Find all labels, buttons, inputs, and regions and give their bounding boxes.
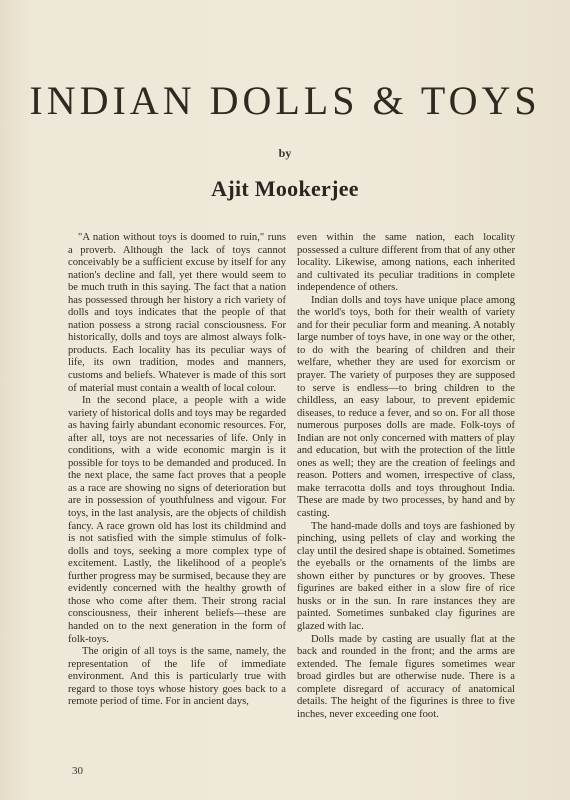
page-number: 30 xyxy=(72,765,83,777)
paragraph: even within the same nation, each locality possessed a culture different from that of any other locality. Likewise, among nations, each inherited and cultivated its peculiar traditions in complete independence of others. xyxy=(297,232,515,294)
left-column xyxy=(68,232,286,709)
author-name: Ajit Mookerjee xyxy=(211,176,359,201)
article-title: INDIAN DOLLS & TOYS xyxy=(29,78,541,123)
byline: by xyxy=(278,146,292,160)
paragraph: Indian dolls and toys have unique place among the world's toys, both for their wealth of variety and for their peculiar form and meaning. A notably large number of toys have, in one way or the other, to do with the bearing of children and their welfare, whether they are used for exorcism or prayer. The variety of purposes they are supposed to serve is endless—to bring children to the childless, an easy labour, to prevent epidemic diseases, to reduce a fever, and so on. For all those numerous purposes dolls are made. Folk-toys of Indian are not only concerned with matters of play and education, but with the protection of the little ones as well; they are the creation of feelings and reason. Potters and women, irrespective of class, make terracotta dolls and toys throughout India. These are made by two processes, by hand and by casting. xyxy=(297,294,515,520)
paragraph: "A nation without toys is doomed to ruin," runs a proverb. Although the lack of toys cannot conceivably be a sufficient excuse by itself for any nation's decline and fall, yet there would seem to be much truth in this saying. The fact that a nation has possessed through her history a rich variety of dolls and toys indicates that the people of that nation possess a strong racial consciousness. For historically, dolls and toys are almost always folk-products. Each locality has its peculiar ways of life, its own tradition, modes and manners, customs and beliefs. Whatever is made of this sort of material must contain a wealth of local colour. xyxy=(68,232,286,394)
paragraph: The origin of all toys is the same, namely, the representation of the life of immediate environment. And this is particularly true with regard to those toys whose history goes back to a remote period of time. For in ancient days, xyxy=(68,646,286,708)
paragraph: Dolls made by casting are usually flat at the back and rounded in the front; and the arms are extended. The female figures sometimes wear broad girdles but are otherwise nude. There is a complete disregard of accuracy of anatomical details. The height of the figurines is three to five inches, never exceeding one foot. xyxy=(297,633,515,720)
paragraph: In the second place, a people with a wide variety of historical dolls and toys may be regarded as having fairly abundant economic resources. For, after all, toys are not necessaries of life. Only in conditions, with a wide economic margin is it possible for toys to be demanded and produced. In the next place, the same fact proves that a people as a race are showing no signs of deterioration but are in possession of youthfulness and vigour. For toys, in the last analysis, are the objects of childish fancy. A race grown old has lost its childmind and is not satisfied with the simple stimulus of folk-dolls and toys, seeking a more complex type of excitement. Lastly, the likelihood of a people's further progress may be surmised, because they are evidently concerned with the healthy growth of those who come after them. Their strong racial consciousness, their inherent beliefs—these are handed on to the next generation in the form of folk-toys. xyxy=(68,395,286,645)
right-column xyxy=(297,232,515,721)
paragraph: The hand-made dolls and toys are fashioned by pinching, using pellets of clay and working the clay until the desired shape is obtained. Sometimes the eyeballs or the ornaments of the limbs are shown either by punctures or by grooves. These figurines are baked either in a slow fire of rice husks or in the sun. In rare instances they are painted. Sometimes sunbaked clay figurines are glazed with lac. xyxy=(297,520,515,632)
